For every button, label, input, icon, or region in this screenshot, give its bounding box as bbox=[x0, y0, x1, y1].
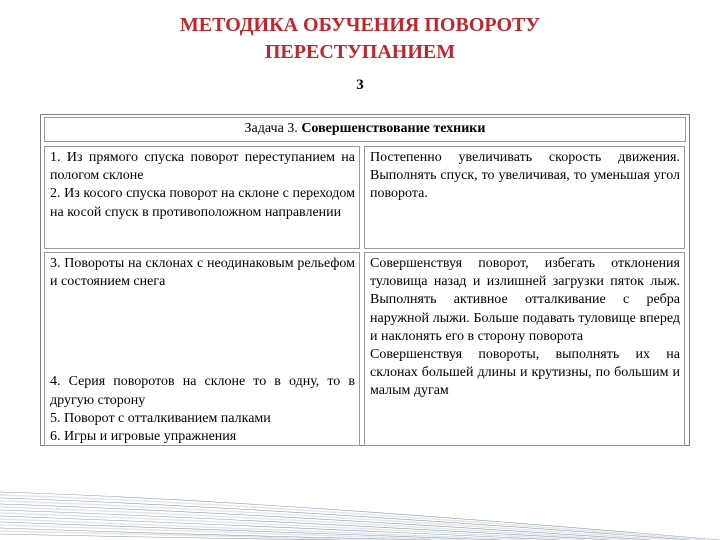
exercise-cell bbox=[44, 252, 360, 446]
exercise-item: 4. Серия поворотов на склоне то в одну, то в другую сторону bbox=[50, 374, 355, 408]
slide-title-line-2: ПЕРЕСТУПАНИЕМ bbox=[264, 41, 456, 63]
guidance-cell bbox=[364, 252, 685, 446]
exercise-item: 6. Игры и игровые упражнения bbox=[50, 429, 237, 445]
guidance-text: Совершенствуя поворот, избегать отклонения туловища назад и излишней загрузки пяток лыж. Выполнять активное отталкивание с ребра наружной лыжи. Больше подавать туловище вперед и наклонять его в сторону поворота bbox=[370, 256, 680, 344]
decorative-stripes bbox=[0, 450, 720, 540]
header-prefix: Задача 3. bbox=[244, 121, 298, 136]
slide-subtitle: 3 bbox=[356, 77, 364, 93]
guidance-cell bbox=[364, 146, 685, 249]
guidance-text: Постепенно увеличивать скорость движения. Выполнять спуск, то увеличивая, то уменьшая угол поворота. bbox=[370, 150, 680, 202]
exercise-item: 3. Повороты на склонах с неодинаковым рельефом и состоянием снега bbox=[50, 256, 355, 290]
guidance-text: Совершенствуя повороты, выполнять их на склонах большей длины и крутизны, по большим и малым дугам bbox=[370, 347, 680, 399]
slide-title-line-1: МЕТОДИКА ОБУЧЕНИЯ ПОВОРОТУ bbox=[179, 14, 541, 36]
slide-title bbox=[0, 12, 720, 66]
table-row bbox=[44, 252, 686, 446]
table-header bbox=[44, 117, 686, 142]
exercise-item: 1. Из прямого спуска поворот переступанием на пологом склоне bbox=[50, 150, 355, 184]
exercise-cell bbox=[44, 146, 360, 249]
task-table bbox=[40, 114, 690, 446]
exercise-item: 5. Поворот с отталкиванием палками bbox=[50, 410, 271, 426]
exercise-item: 2. Из косого спуска поворот на склоне с переходом на косой спуск в противоположном направлении bbox=[50, 186, 355, 220]
table-row bbox=[44, 146, 686, 249]
header-bold-title: Совершенствование техники bbox=[301, 121, 486, 136]
